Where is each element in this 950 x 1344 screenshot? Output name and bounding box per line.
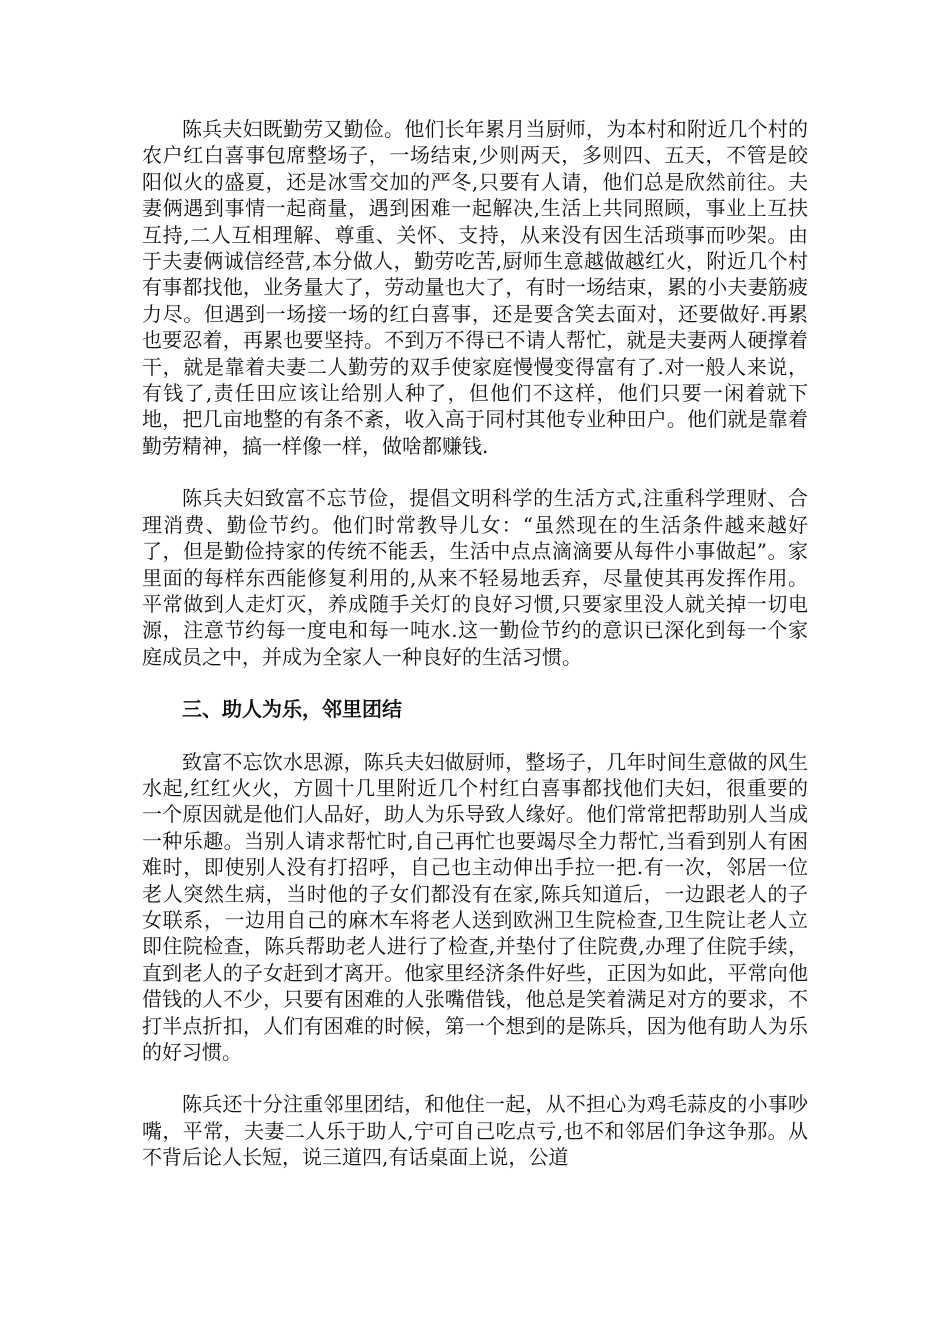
paragraph-frugality: 陈兵夫妇致富不忘节俭，提倡文明科学的生活方式,注重科学理财、合理消费、勤俭节约。他们时常教导儿女：“虽然现在的生活条件越来越好了，但是勤俭持家的传统不能丢，生活中点点滴滴要从每件小事做起”。家里面的每样东西能修复利用的,从来不轻易地丢弃，尽量使其再发挥作用。平常做到人走灯灭，养成随手关灯的良好习惯,只要家里没人就关掉一切电源，注意节约每一度电和每一吨水.这一勤俭节约的意识已深化到每一个家庭成员之中，并成为全家人一种良好的生活习惯。	[142, 486, 808, 669]
paragraph-helping-others: 致富不忘饮水思源，陈兵夫妇做厨师，整场子，几年时间生意做的风生水起,红红火火，方圆十几里附近几个村红白喜事都找他们夫妇，很重要的一个原因就是他们人品好，助人为乐导致人缘好。他们常常把帮助别人当成一种乐趣。当别人请求帮忙时,自己再忙也要竭尽全力帮忙,当看到别人有困难时，即使别人没有打招呼，自己也主动伸出手拉一把.有一次，邻居一位老人突然生病，当时他的子女们都没有在家,陈兵知道后，一边跟老人的子女联系，一边用自己的麻木车将老人送到欧洲卫生院检查,卫生院让老人立即住院检查，陈兵帮助老人进行了检查,并垫付了住院费,办理了住院手续，直到老人的子女赶到才离开。他家里经济条件好些，正因为如此，平常向他借钱的人不少，只要有困难的人张嘴借钱，他总是笑着满足对方的要求，不打半点折扣，人们有困难的时候，第一个想到的是陈兵，因为他有助人为乐的好习惯。	[142, 749, 808, 1064]
document-page	[142, 116, 808, 1171]
section-heading: 三、助人为乐，邻里团结	[182, 697, 402, 722]
paragraph-neighbor-unity: 陈兵还十分注重邻里团结，和他住一起，从不担心为鸡毛蒜皮的小事吵嘴，平常，夫妻二人乐于助人,宁可自己吃点亏,也不和邻居们争这争那。从不背后论人长短，说三道四,有话桌面上说，公道	[142, 1092, 808, 1170]
paragraph-diligence: 陈兵夫妇既勤劳又勤俭。他们长年累月当厨师，为本村和附近几个村的农户红白喜事包席整场子，一场结束,少则两天，多则四、五天，不管是皎阳似火的盛夏，还是冰雪交加的严冬,只要有人请，他们总是欣然前往。夫妻俩遇到事情一起商量，遇到困难一起解决,生活上共同照顾，事业上互扶互持,二人互相理解、尊重、关怀、支持，从来没有因生活琐事而吵架。由于夫妻俩诚信经营,本分做人，勤劳吃苦,厨师生意越做越红火，附近几个村有事都找他，业务量大了，劳动量也大了，有时一场结束，累的小夫妻筋疲力尽。但遇到一场接一场的红白喜事，还是要含笑去面对，还要做好.再累也要忍着，再累也要坚持。不到万不得已不请人帮忙，就是夫妻两人硬撑着干，就是靠着夫妻二人勤劳的双手使家庭慢慢变得富有了.对一般人来说，有钱了,责任田应该让给别人种了，但他们不这样，他们只要一闲着就下地，把几亩地整的有条不紊，收入高于同村其他专业种田户。他们就是靠着勤劳精神，搞一样像一样，做啥都赚钱.	[142, 117, 808, 458]
